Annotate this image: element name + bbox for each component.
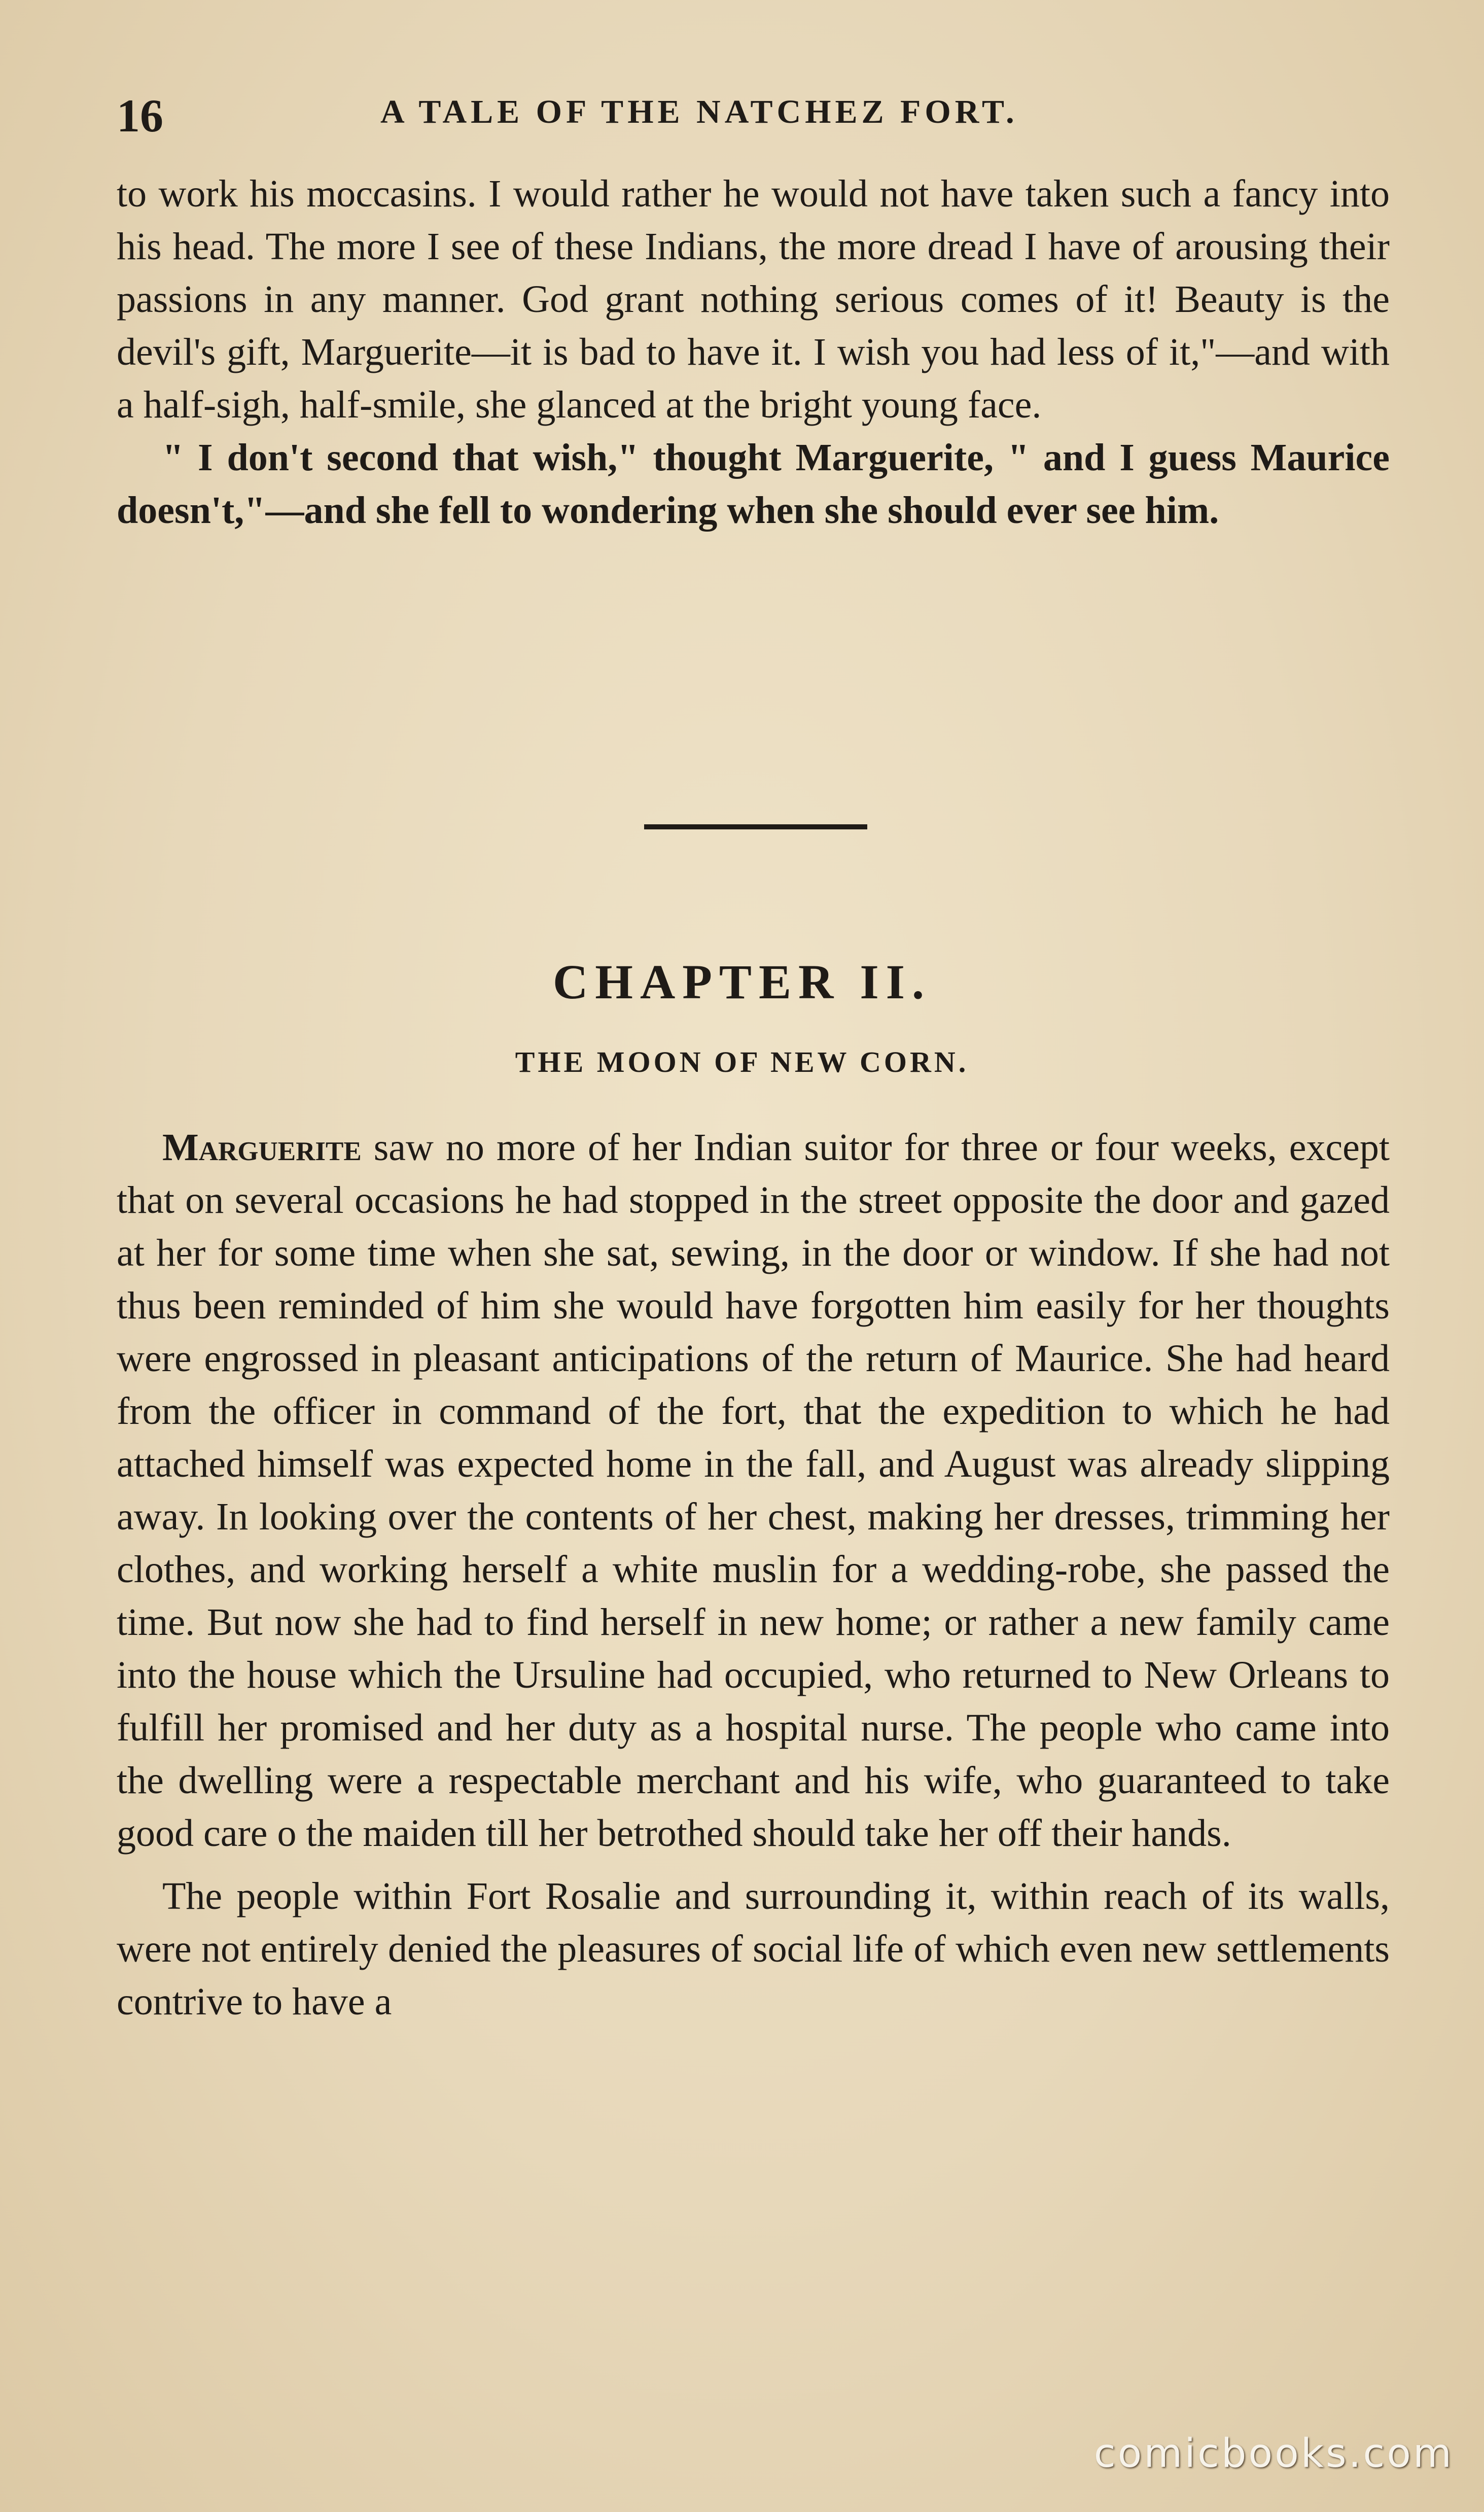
page-number: 16 [117, 90, 163, 142]
section-divider [644, 824, 867, 829]
watermark: comicbooks.com [1093, 2431, 1454, 2476]
paragraph-continued: to work his moccasins. I would rather he would not have taken such a fancy into his head. The more I see of these Indians, the more dread I have of arousing their passions in any manner. God grant nothing serious comes of it! Beauty is the devil's gift, Marguerite—it is bad to have it. I wish you had less of it,"—and with a half-sigh, half-smile, she glanced at the bright young face. [117, 172, 1390, 426]
chapter-paragraph-1 [117, 1121, 1390, 1860]
running-head: A TALE OF THE NATCHEZ FORT. [380, 93, 1018, 130]
chapter-paragraph-1-text: saw no more of her Indian suitor for three or four weeks, except that on several occasions he had stopped in the street opposite the door and gazed at her for some time when she sat, sewing, in the door or window. If she had not thus been reminded of him she would have forgotten him easily for her thoughts were engrossed in pleasant anticipations of the return of Maurice. She had heard from the officer in command of the fort, that the expedition to which he had attached himself was expected home in the fall, and August was already slipping away. In looking over the contents of her chest, making her dresses, trimming her clothes, and working herself a white muslin for a wedding-robe, she passed the time. But now she had to find herself in new home; or rather a new family came into the house which the Ursuline had occupied, who returned to New Orleans to fulfill her promised and her duty as a hospital nurse. The people who came into the dwelling were a respectable merchant and his wife, who guaranteed to take good care o the maiden till her betrothed should take her off their hands. [117, 1126, 1390, 1855]
paragraph-marguerite-thought: " I don't second that wish," thought Marguerite, " and I guess Maurice doesn't,"—and she fell to wondering when she should ever see him. [117, 436, 1390, 532]
chapter-body [117, 1121, 1390, 2028]
top-text-block [117, 167, 1390, 537]
chapter-paragraph-2: The people within Fort Rosalie and surrounding it, within reach of its walls, were not entirely denied the pleasures of social life of which even new settlements contrive to have a [117, 1875, 1390, 2023]
lead-word: Marguerite [162, 1126, 362, 1169]
chapter-subtitle: THE MOON OF NEW CORN. [515, 1045, 969, 1078]
page-header [117, 89, 1390, 155]
chapter-title: CHAPTER II. [552, 955, 932, 1009]
